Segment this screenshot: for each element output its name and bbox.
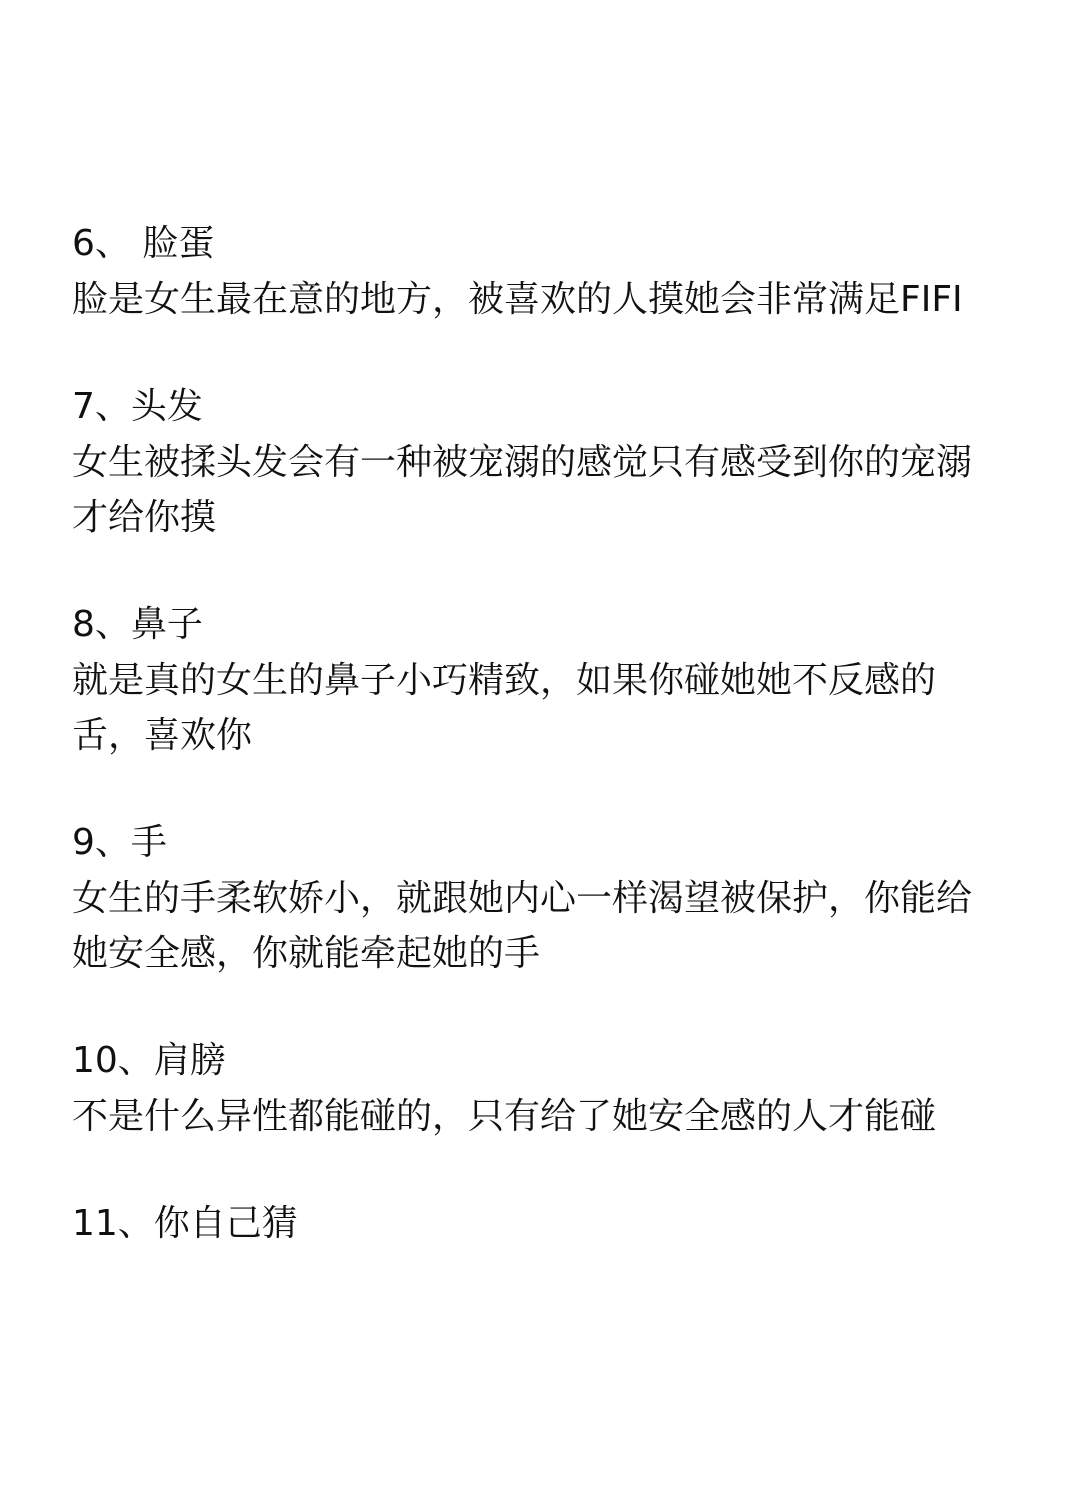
item-heading: 8、鼻子 xyxy=(72,604,203,645)
description-line: 不是什么异性都能碰的，只有给了她安全感的人才能碰 xyxy=(72,1096,937,1137)
item-heading: 7、头发 xyxy=(72,386,203,427)
item-description xyxy=(72,272,1012,327)
description-line: 就是真的女生的鼻子小巧精致，如果你碰她她不反感的 xyxy=(72,660,937,701)
description-line: 舌，喜欢你 xyxy=(72,715,253,756)
description-line: 脸是女生最在意的地方，被喜欢的人摸她会非常满足FIFI xyxy=(72,279,963,320)
list-item xyxy=(72,597,1012,763)
item-description xyxy=(72,435,1012,545)
item-description xyxy=(72,653,1012,763)
item-heading: 11、你自己猜 xyxy=(72,1203,298,1244)
list-item xyxy=(72,1196,1012,1252)
item-heading: 10、肩膀 xyxy=(72,1040,226,1081)
description-line: 女生的手柔软娇小，就跟她内心一样渴望被保护，你能给 xyxy=(72,878,973,919)
item-description xyxy=(72,871,1012,981)
item-heading: 9、手 xyxy=(72,822,167,863)
list-item xyxy=(72,1033,1012,1144)
list-item xyxy=(72,815,1012,981)
list-item xyxy=(72,379,1012,545)
article-body xyxy=(72,216,1012,1304)
item-heading: 6、 脸蛋 xyxy=(72,223,215,264)
description-line: 女生被揉头发会有一种被宠溺的感觉只有感受到你的宠溺 xyxy=(72,442,973,483)
description-line: 她安全感，你就能牵起她的手 xyxy=(72,933,541,974)
item-description xyxy=(72,1089,1012,1144)
description-line: 才给你摸 xyxy=(72,497,217,538)
list-item xyxy=(72,216,1012,327)
